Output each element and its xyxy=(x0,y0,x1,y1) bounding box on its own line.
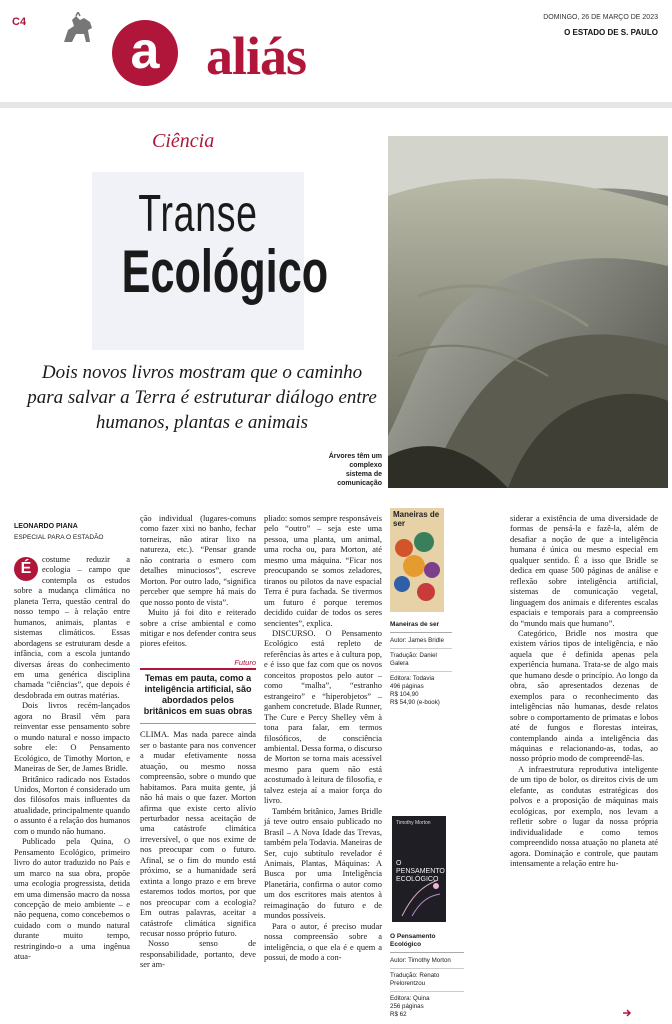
article-deck: Dois novos livros mostram que o caminho para salvar a Terra é estruturar diálogo entre humanos, plantas e animais xyxy=(27,362,377,433)
book-ebook-price: R$ 54,90 (e-book) xyxy=(390,699,440,706)
book-author: Autor: James Bridle xyxy=(390,637,444,644)
book-title: O Pensamento Ecológico xyxy=(390,930,464,953)
paragraph: siderar a existência de uma diversidade de formas de pensá-la e fazê-la, além de desafiar a noção de que a inteligência humana é única ou mesmo especial em qualquer sentido. É a isso que Bridle se dedica em quase 500 páginas de análise e reflexão sobre inteligência artificial, sistemas de comunicação vegetal, linguagem dos animais e diferentes escalas espaciais e temporais para a compreensão do “mundo mais que humano”. xyxy=(510,514,658,628)
book-cover-title: Maneiras de ser xyxy=(393,510,440,528)
book-pages: 496 páginas xyxy=(390,683,424,690)
paragraph: DISCURSO. O Pensamento Ecológico está repleto de referências às artes e à cultura pop, e é isso que faz com que os novos conceitos propostos pelo autor – como “malha”, “estranho estrangeiro” e “hiperobjetos” – ganhem concretude. Blade Runner, The Cure e Percy Shelley vêm à tona para falar, em termos filosóficos, de consciência ambiental. Dessa forma, o discurso de Morton se torna mais acessível mesmo para quem não está acostumado à leitura de filosofia, e talvez esteja aí a maior força do livro. xyxy=(264,628,382,806)
pull-quote: Temas em pauta, como a inteligência artificial, são abordados pelos britânicos em suas obras xyxy=(140,668,256,724)
paragraph: Também britânico, James Bridle já teve outro ensaio publicado no Brasil – A Nova Idade das Trevas, também pela Todavia. Maneiras de Ser, cujo subtítulo revelador é Animais, Plantas, Máquinas: A Busca por uma Inteligência Planetária, confirma o autor como um dos escritores mais atentos à reimaginação do futuro e de mundos possíveis. xyxy=(264,806,382,921)
book-publisher: Editora: Todavia xyxy=(390,675,435,682)
book-price: R$ 104,90 xyxy=(390,691,419,698)
leaf-illustration-icon xyxy=(392,816,446,922)
drop-cap: É xyxy=(14,557,38,581)
book-title: Maneiras de ser xyxy=(390,618,452,633)
article-column-3 xyxy=(264,514,382,963)
paragraph: Nosso senso de responsabilidade, portanto, deve ser am- xyxy=(140,939,256,970)
book-cover-author: Timothy Morton xyxy=(396,820,431,826)
brand-logo-word: aliás xyxy=(206,26,307,86)
paragraph: A infraestrutura reprodutiva inteligente de um tipo de bolor, os direitos civis de um elefante, as condutas estratégicas dos polvos e a proposição de máquinas mais ecológicas, por exemplo, nos levam a refletir sobre o lugar da nossa própria individualidade e como temos compreendido nossa atuação no planeta até agora. Dominação e controle, que pautam intensamente a relação entre hu- xyxy=(510,764,658,868)
header-rule xyxy=(0,102,672,108)
divider xyxy=(390,991,464,992)
paragraph: Dois livros recém-lançados agora no Brasil vêm para reinventar esse pensamento sobre o mundo natural e nosso impacto sobre ele: O Pensamento Ecológico, de Timothy Morton, e Maneiras de Ser, de James Bridle. xyxy=(14,701,130,774)
article-column-4 xyxy=(510,514,658,869)
paragraph: Muito já foi dito e reiterado sobre a crise ambiental e como mitigar e nos defender contra seus piores efeitos. xyxy=(140,608,256,649)
photo-caption: Árvores têm um complexo sistema de comunicação xyxy=(328,453,382,487)
byline-role: ESPECIAL PARA O ESTADÃO xyxy=(14,534,104,541)
divider xyxy=(390,968,464,969)
continue-arrow-icon xyxy=(622,1008,632,1018)
article-column-2 xyxy=(140,514,256,971)
issue-date: DOMINGO, 26 DE MARÇO DE 2023 xyxy=(543,14,658,21)
tree-roots-photo xyxy=(388,136,668,488)
knight-horse-icon xyxy=(60,12,100,46)
paragraph: Publicado pela Quina, O Pensamento Ecológico, primeiro livro do autor traduzido no País e um marco na sua obra, propõe uma ecologia progressista, detida em uma dimensão macro da nossa concepção de meio ambiente – e não pequena, como concebemos o cuidado com o mundo natural durante muito tempo, restringindo-o a uma ingênua atua- xyxy=(14,837,130,962)
book-translator: Tradução: Daniel Galera xyxy=(390,652,437,667)
book-cover-title: O PENSAMENTO ECOLÓGICO xyxy=(396,860,445,883)
paragraph: ção individual (lugares-comuns como fazer xixi no banho, fechar torneiras, não atirar lixo na natureza, etc.). “Pensar grande não contraria o esmero com detalhes minuciosos”, escreve Morton. Por outro lado, “significa perceber que sempre há mais do que nosso ponto de vista”. xyxy=(140,514,256,607)
book-pages: 256 páginas xyxy=(390,1003,424,1010)
paragraph: CLIMA. Mas nada parece ainda ser o bastante para nos convencer a mudar efetivamente nossa atuação, ou mesmo nossa compreensão, sobre o mundo que habitamos. Para muita gente, já não há mais o que fazer. Morton afirma que existe certo alívio perturbador nessa aceitação de uma catástrofe climática irreversível, o que nos exime de nos preocupar com o futuro. Afinal, se o fim do mundo está próximo, se a humanidade será extinta a longo prazo e em breve estaremos todos mortos, por que nos preocupar com a ecologia? Em outras palavras, aceitar a catástrofe climática significa recusar nosso próprio futuro. xyxy=(140,730,256,938)
book-info-2 xyxy=(390,930,464,1019)
book-translator: Tradução: Renato Prelorentzou xyxy=(390,972,440,987)
paragraph: pliado: somos sempre responsáveis pelo “outro” – seja este uma pessoa, uma planta, um animal, uma rocha ou, para Morton, até mesmo uma máquina. “Ficar nos preocupando se somos zeladores, tiranos ou pilotos da nave espacial Terra é pura fachada. Se tivermos um futuro é porque teremos decidido cuidar de todos os seres sencientes”, explica. xyxy=(264,514,382,628)
divider xyxy=(390,671,452,672)
brand-logo-circle: a xyxy=(112,20,178,86)
book-price: R$ 62 xyxy=(390,1011,407,1018)
page-number: C4 xyxy=(12,16,27,28)
paragraph: costume reduzir a ecologia – campo que contempla os estudos sobre a mudança climática no planeta Terra, questão central do nosso tempo – à relação entre humanos, animais, plantas e sistemas climáticos. Essas abordagens se estruturam desde a infância, com a escola juntando diversas áreas do conhecimento em uma genérica disciplina chamada “ciências”, que depois é desdobrada em outras matérias. xyxy=(14,555,130,700)
book-info-1 xyxy=(390,618,452,707)
paragraph: Categórico, Bridle nos mostra que existem vários tipos de inteligência, e não aquela que é definida apenas pela experiência humana. Trata-se de algo mais que humano desde o princípio. Ao longo da obra, são apresentados dezenas de exemplos para o reconhecimento das inteligências não humanas, desde relatos sobre o comportamento de primatas e lobos até de fungos e florestas inteiras, contemplando ainda a inteligência das máquinas e relacionando-as, todas, ao nosso próprio modo de compreendê-las. xyxy=(510,628,658,764)
pull-quote-kicker: Futuro xyxy=(234,657,256,667)
newspaper-name: O ESTADO DE S. PAULO xyxy=(564,28,658,37)
paragraph: Para o autor, é preciso mudar nossa compreensão sobre a inteligência, o que ela é e quem a possui, de modo a con- xyxy=(264,921,382,963)
divider xyxy=(390,648,452,649)
headline-line2: Ecológico xyxy=(121,238,329,305)
book-cover-maneiras-de-ser xyxy=(390,508,444,612)
byline-author: LEONARDO PIANA xyxy=(14,523,78,530)
headline-line1: Transe xyxy=(138,185,258,243)
book-publisher: Editora: Quina xyxy=(390,995,430,1002)
book-author: Autor: Timothy Morton xyxy=(390,957,451,964)
paragraph: Britânico radicado nos Estados Unidos, Morton é considerado um dos filósofos mais influentes da atualidade, principalmente quando o assunto é a relação dos humanos com o mundo não humano. xyxy=(14,774,130,836)
section-label: Ciência xyxy=(152,130,215,152)
article-column-1 xyxy=(14,555,130,963)
book-cover-o-pensamento-ecologico xyxy=(392,816,446,922)
